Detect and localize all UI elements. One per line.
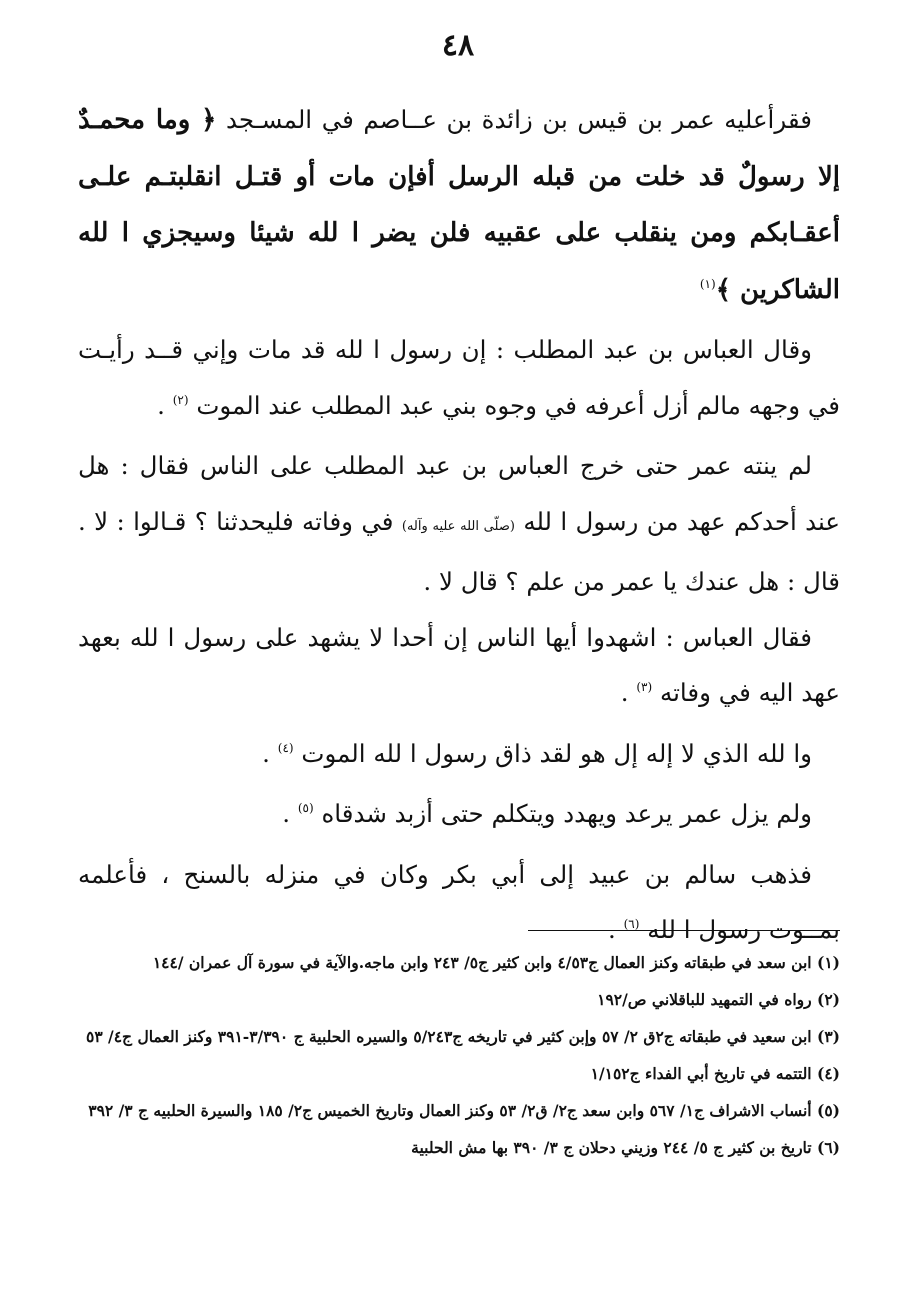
paragraph-3-text-a: لم ينته عمر حتى خرج العباس بن عبد المطلب على الناس فقال : هل عند أحدكم عهد من رسول ا لله xyxy=(78,451,841,536)
paragraph-5-text: وا لله الذي لا إله إل هو لقد ذاق رسول ا لله الموت xyxy=(301,738,812,768)
paragraph-6 xyxy=(78,786,840,847)
paragraph-1-intro: فقرأعليه عمر بن قيس بن زائدة بن عــاصم في المسـجد xyxy=(225,105,812,134)
paragraph-6-text: ولم يزل عمر يرعد ويهدد ويتكلم حتى أزبد شدقاه xyxy=(321,799,812,828)
quranic-verse: ﴿ وما محمـدٌ إلا رسولٌ قد خلت من قبله الرسل أفإن مات أو قتـل انقلبتـم علـى أعقـابكم ومن ينقلب على عقبيه فلن يضر ا لله شيئا وسيجزي ا لله الشاكرين ﴾ xyxy=(78,105,840,305)
paragraph-2-end: . xyxy=(157,390,165,420)
footnote-ref-5: (٥) xyxy=(297,801,314,815)
salawat-text: (صلّى الله عليه وآله) xyxy=(401,518,515,534)
main-text xyxy=(78,92,840,963)
page-number: ٤٨ xyxy=(441,28,475,63)
paragraph-1 xyxy=(78,92,840,322)
paragraph-3 xyxy=(78,438,840,610)
footnote-3: (٣) ابن سعيد في طبقاته ج٢ق ٢/ ٥٧ وإبن كثير في تاريخه ج٥/٢٤٣ والسيره الحلبية ج ٣/٣٩٠-٣٩١ وكنز العمال ج٤/ ٥٣ xyxy=(86,1027,840,1046)
paragraph-5-end: . xyxy=(262,738,270,768)
footnote-1: (١) ابن سعد في طبقاته وكنز العمال ج٤/٥٣ وابن كثير ج٥/ ٢٤٣ وابن ماجه.والآية في سورة آل عمران /١٤٤ xyxy=(152,953,840,972)
footnote-5: (٥) أنساب الاشراف ج١/ ٥٦٧ وابن سعد ج٢/ ق٢/ ٥٣ وكنز العمال وتاريخ الخميس ج٢/ ١٨٥ والسيرة الحلبيه ج ٣/ ٣٩٢ xyxy=(88,1101,840,1120)
footnote-ref-6: (٦) xyxy=(623,917,640,931)
paragraph-2-text: وقال العباس بن عبد المطلب : إن رسول ا لله قد مات وإني قــد رأيـت في وجهه مالم أزل أعرفه في وجوه بني عبد المطلب عند الموت xyxy=(78,335,840,420)
paragraph-2 xyxy=(78,322,840,438)
footnote-ref-2: (٢) xyxy=(172,392,189,407)
paragraph-3-text-b: في وفاته فليحدثنا ؟ قـالوا : لا . قال : هل عندك يا عمر من علم ؟ قال لا . xyxy=(78,506,840,596)
paragraph-4-text: فقال العباس : اشهدوا أيها الناس إن أحدا لا يشهد على رسول ا لله بعهد عهد اليه في وفاته xyxy=(78,622,840,707)
footnote-6: (٦) تاريخ بن كثير ج ٥/ ٢٤٤ وزيني دحلان ج ٣/ ٣٩٠ بها مش الحلبية xyxy=(411,1138,840,1157)
paragraph-5 xyxy=(78,726,840,787)
footnote-ref-1: (١) xyxy=(699,276,716,291)
footnote-2: (٢) رواه في التمهيد للباقلاني ص/١٩٢ xyxy=(597,990,840,1009)
footnote-4: (٤) التتمه في تاريخ أبي الفداء ج١/١٥٢ xyxy=(590,1064,840,1083)
footnotes xyxy=(78,944,840,1166)
footnote-ref-3: (٣) xyxy=(636,680,653,694)
paragraph-4-end: . xyxy=(620,678,629,707)
paragraph-7-end: . xyxy=(608,915,616,944)
paragraph-6-end: . xyxy=(282,799,291,828)
footnote-divider xyxy=(528,930,840,931)
paragraph-4 xyxy=(78,610,840,726)
footnote-ref-4: (٤) xyxy=(277,740,294,755)
paragraph-7-text: فذهب سالم بن عبيد إلى أبي بكر وكان في منزله بالسنح ، فأعلمه بمــوت رسول ا لله xyxy=(78,859,840,944)
